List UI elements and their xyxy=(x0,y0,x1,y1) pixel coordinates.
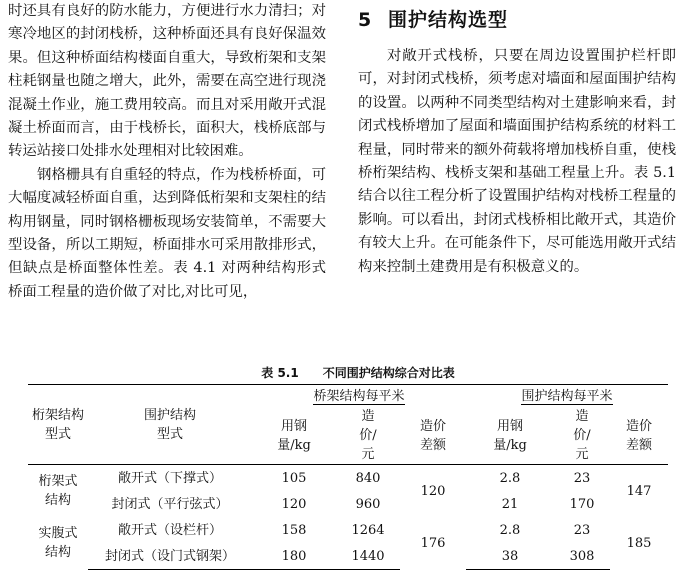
enc-diff-cell: 185 xyxy=(626,535,652,551)
left-text-column xyxy=(8,0,326,304)
header-enc-steel: 用钢量/kg xyxy=(493,418,527,453)
bridge-cost-cell: 840 xyxy=(336,465,400,492)
enc-cost-cell: 23 xyxy=(554,465,610,492)
bridge-steel-cell: 180 xyxy=(252,543,336,570)
right-text-column xyxy=(358,0,676,279)
header-bridge-cost: 造价/元 xyxy=(359,409,377,462)
enclosure-cell: 敞开式（设栏杆） xyxy=(117,522,222,538)
table-row xyxy=(28,517,668,543)
enclosure-cell: 封闭式（设门式钢架） xyxy=(88,543,252,570)
header-bridge-steel: 用钢量/kg xyxy=(277,418,311,453)
table-row xyxy=(28,491,668,517)
enc-cost-cell: 23 xyxy=(573,522,591,538)
section-heading xyxy=(358,8,676,32)
bridge-cost-cell: 1264 xyxy=(351,522,385,538)
truss-cell: 桁架式结构 xyxy=(28,465,88,518)
enclosure-cell: 敞开式（下撑式） xyxy=(88,465,252,492)
paragraph-deck-concrete: 时还具有良好的防水能力，方便进行水力清扫；对寒冷地区的封闭栈桥，这种桥面还具有良好保温效果。但这种桥面结构楼面自重大，导致桁架和支架柱耗钢量也随之增大，此外，需要在高空进行现浇混凝土作业，施工费用较高。而且对采用敞开式混凝土桥面而言，由于栈桥长，面积大，栈桥底部与转运站接口处排水处理相对比较困难。 xyxy=(8,3,326,160)
bridge-steel-cell: 105 xyxy=(252,465,336,492)
enc-diff-cell: 147 xyxy=(610,465,668,518)
enc-steel-cell: 2.8 xyxy=(499,522,521,538)
table-row xyxy=(28,543,668,570)
paragraph-enclosure: 对敞开式栈桥，只要在周边设置围护栏杆即可，对封闭式栈桥，须考虑对墙面和屋面围护结构的设置。以两种不同类型结构对土建影响来看，封闭式栈桥增加了屋面和墙面围护结构系统的材料工程量，同时带来的额外荷载将增加栈桥自重，使栈桥桁架结构、栈桥支架和基础工程量上升。表 5.1 结合以往工程分析了设置围护结构对栈桥工程量的影响。可以看出，封闭式栈桥相比敞开式，其造价有较大上升。在可能条件下，尽可能选用敞开式结构来控制土建费用是有积极意义的。 xyxy=(358,48,676,275)
bridge-steel-cell: 158 xyxy=(281,522,307,538)
table-caption-number: 表 5.1 xyxy=(261,366,299,380)
enc-steel-cell: 38 xyxy=(466,543,554,570)
paragraph-steel-grating: 钢格栅具有自重轻的特点，作为栈桥桥面，可大幅度减轻桥面自重，达到降低桁架和支架柱的结构用钢量，同时钢格栅板现场安装简单，不需要大型设备，所以工期短，桥面排水可采用散排形式，但缺点是桥面整体性差。表 4.1 对两种结构形式桥面工程量的造价做了对比,对比可见， xyxy=(8,166,326,300)
bridge-diff-cell: 176 xyxy=(420,535,446,551)
table-caption-title: 不同围护结构综合对比表 xyxy=(322,366,455,380)
bridge-cost-cell: 1440 xyxy=(336,543,400,570)
bridge-steel-cell: 120 xyxy=(281,496,307,512)
enc-steel-cell: 2.8 xyxy=(466,465,554,492)
bridge-cost-cell: 960 xyxy=(355,496,381,512)
section-number: 5 xyxy=(358,9,373,31)
header-enclosure-type: 围护结构型式 xyxy=(88,385,252,465)
header-enc-cost: 造价/元 xyxy=(573,409,591,462)
enclosure-cell: 封闭式（平行弦式） xyxy=(111,496,229,512)
header-enclosure-group: 围护结构每平米 xyxy=(466,385,668,408)
enc-cost-cell: 308 xyxy=(554,543,610,570)
header-bridge-diff: 造价差额 xyxy=(419,418,446,453)
enc-cost-cell: 170 xyxy=(569,496,595,512)
comparison-table xyxy=(28,384,668,570)
bridge-diff-cell: 120 xyxy=(400,465,466,518)
header-truss-type: 桁架结构型式 xyxy=(28,385,88,465)
enc-steel-cell: 21 xyxy=(501,496,519,512)
header-enc-diff: 造价差额 xyxy=(625,418,652,453)
header-bridge-group: 桥架结构每平米 xyxy=(252,385,466,408)
truss-cell: 实腹式结构 xyxy=(38,526,78,561)
comparison-table-block xyxy=(28,365,668,570)
section-title: 围护结构选型 xyxy=(388,9,509,31)
table-caption xyxy=(28,365,668,381)
table-row xyxy=(28,465,668,492)
